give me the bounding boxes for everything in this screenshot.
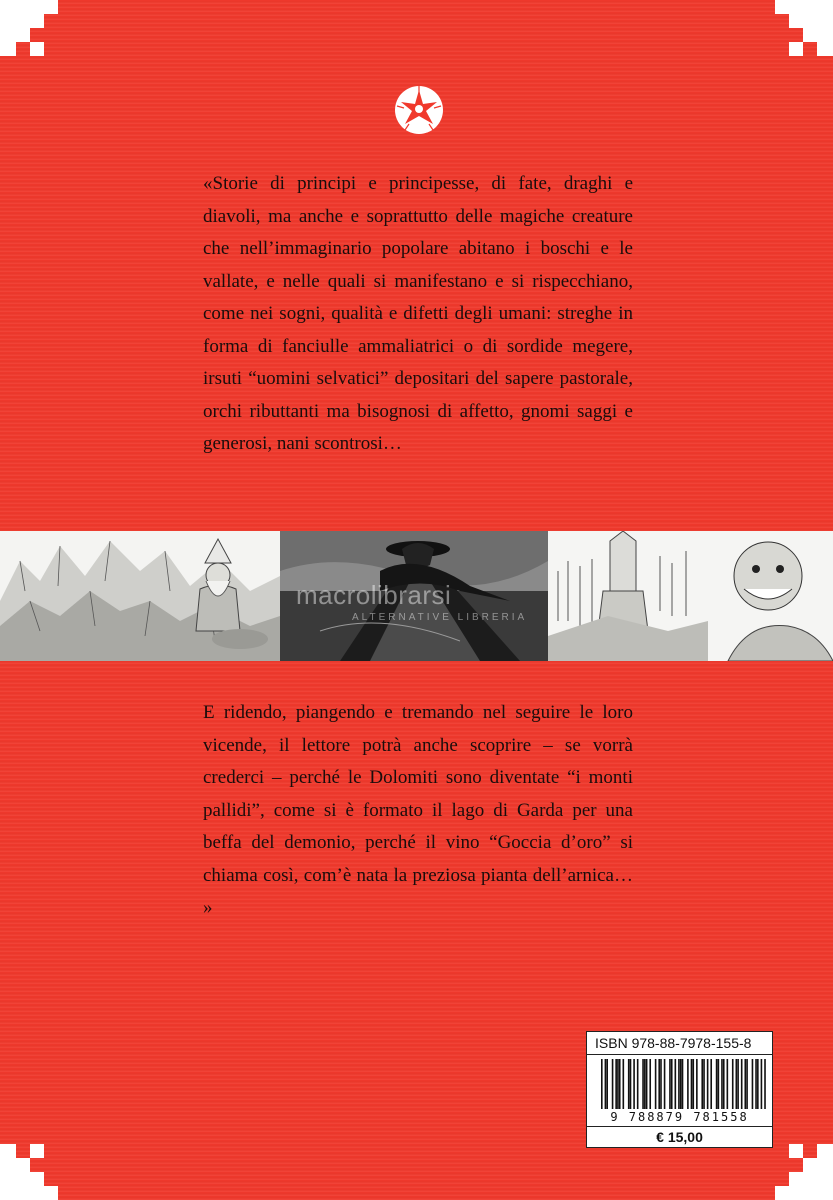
corner-notch [789, 1172, 833, 1186]
corner-notch [0, 1158, 30, 1172]
corner-notch [0, 0, 58, 14]
corner-notch [817, 1144, 833, 1158]
corner-notch [0, 1186, 58, 1200]
mountain-gnome-illustration [0, 531, 280, 661]
isbn-label: ISBN 978-88-7978-155-8 [587, 1032, 772, 1055]
price-label: € 15,00 [587, 1126, 772, 1148]
corner-notch [0, 14, 44, 28]
corner-notch [789, 14, 833, 28]
corner-notch [803, 1158, 833, 1172]
barcode-icon [601, 1059, 766, 1109]
corner-notch [0, 1172, 44, 1186]
quote-top: «Storie di principi e principesse, di fate, draghi e diavoli, ma anche e soprattutto delle magiche creature che nell’immaginario popolare abitano i boschi e le vallate, e nelle quali si manifestano e si rispecchiano, come nei sogni, qualità e difetti degli umani: streghe in forma di fanciulle ammaliatrici o di sordide megere, irsuti “uomini selvatici” depositari del sapere pastorale, orchi ributtanti ma bisognosi di affetto, gnomi saggi e generosi, nani scontrosi… [203, 173, 633, 454]
barcode-digits: 9 788879 781558 [610, 1110, 749, 1124]
watermark-subtitle: ALTERNATIVE LIBRERIA [352, 612, 528, 623]
corner-notch [775, 1186, 833, 1200]
corner-notch [789, 42, 803, 56]
corner-notch [0, 1144, 16, 1158]
watermark: macrolibrarsi [296, 580, 452, 610]
corner-notch [789, 1144, 803, 1158]
quote-bottom: E ridendo, piangendo e tremando nel seguire le loro vicende, il lettore potrà anche scoprire – se vorrà crederci – perché le Dolomiti sono diventate “i monti pallidi”, come si è formato il lago di Garda per una beffa del demonio, perché il vino “Goccia d’oro” si chiama così, com’è nata la preziosa pianta dell’arnica… » [203, 702, 633, 918]
corner-notch [0, 28, 30, 42]
corner-notch [0, 42, 16, 56]
corner-notch [30, 42, 44, 56]
corner-notch [803, 28, 833, 42]
star-emblem-icon [393, 84, 445, 136]
corner-notch [775, 0, 833, 14]
village-troll-illustration [548, 531, 833, 661]
barcode-box [586, 1031, 773, 1148]
corner-notch [817, 42, 833, 56]
corner-notch [30, 1144, 44, 1158]
